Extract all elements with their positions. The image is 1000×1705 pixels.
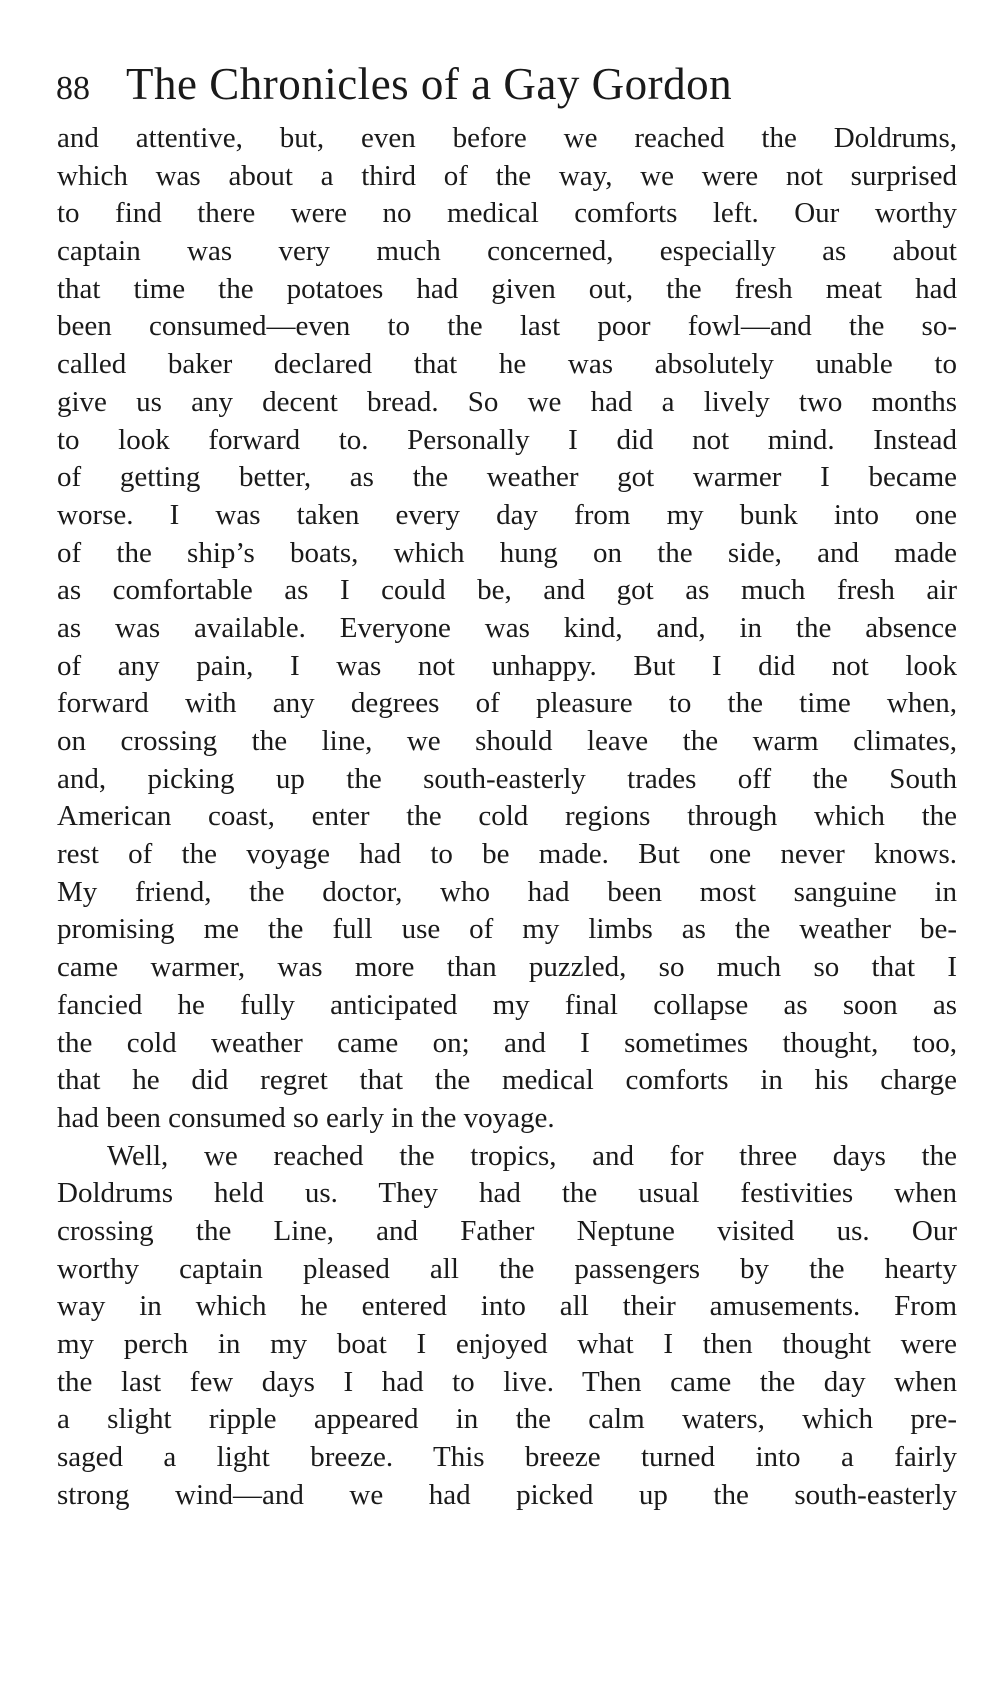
- text-line: captain was very much concerned, especially as about: [57, 235, 957, 268]
- text-line: the cold weather came on; and I sometimes thought, too,: [57, 1026, 957, 1059]
- text-line: Well, we reached the tropics, and for three days the: [107, 1139, 957, 1172]
- paragraph-2: [57, 1138, 957, 1515]
- page-number: 88: [56, 70, 90, 107]
- text-line: had been consumed so early in the voyage.: [57, 1101, 555, 1134]
- text-line: forward with any degrees of pleasure to the time when,: [57, 687, 957, 720]
- text-line: saged a light breeze. This breeze turned into a fairly: [57, 1441, 957, 1474]
- text-line: as comfortable as I could be, and got as much fresh air: [57, 574, 957, 607]
- text-line: been consumed—even to the last poor fowl—and the so-: [57, 310, 957, 343]
- text-line: the last few days I had to live. Then came the day when: [57, 1365, 957, 1398]
- text-line: of the ship’s boats, which hung on the side, and made: [57, 536, 957, 569]
- text-line: called baker declared that he was absolutely unable to: [57, 348, 957, 381]
- text-line: came warmer, was more than puzzled, so much so that I: [57, 951, 957, 984]
- text-line: that he did regret that the medical comforts in his charge: [57, 1064, 957, 1097]
- text-line: of getting better, as the weather got warmer I became: [57, 461, 957, 494]
- running-head: [56, 58, 936, 118]
- running-title: The Chronicles of a Gay Gordon: [126, 59, 733, 109]
- text-line: My friend, the doctor, who had been most sanguine in: [57, 875, 957, 908]
- text-line: as was available. Everyone was kind, and, in the absence: [57, 611, 957, 644]
- text-line: on crossing the line, we should leave the warm climates,: [57, 725, 957, 757]
- text-line: worse. I was taken every day from my bunk into one: [57, 498, 957, 531]
- text-line: my perch in my boat I enjoyed what I then thought were: [57, 1328, 957, 1360]
- text-line: Doldrums held us. They had the usual festivities when: [57, 1177, 957, 1210]
- text-line: which was about a third of the way, we were not surprised: [57, 159, 957, 192]
- text-line: American coast, enter the cold regions through which the: [57, 800, 957, 833]
- paragraph-1: [57, 120, 957, 1138]
- text-line: worthy captain pleased all the passengers by the hearty: [57, 1252, 957, 1285]
- text-line: to look forward to. Personally I did not mind. Instead: [57, 423, 957, 456]
- text-line: that time the potatoes had given out, the fresh meat had: [57, 272, 957, 305]
- text-line: of any pain, I was not unhappy. But I did not look: [57, 649, 957, 682]
- text-line: promising me the full use of my limbs as the weather be-: [57, 913, 957, 946]
- text-line: give us any decent bread. So we had a lively two months: [57, 385, 957, 418]
- text-line: rest of the voyage had to be made. But one never knows.: [57, 838, 957, 871]
- text-line: way in which he entered into all their amusements. From: [57, 1290, 957, 1323]
- text-line: to find there were no medical comforts left. Our worthy: [57, 197, 957, 230]
- text-line: and attentive, but, even before we reached the Doldrums,: [57, 122, 957, 154]
- text-line: strong wind—and we had picked up the south-easterly: [57, 1478, 957, 1511]
- text-line: and, picking up the south-easterly trades off the South: [57, 762, 957, 795]
- text-line: crossing the Line, and Father Neptune visited us. Our: [57, 1214, 957, 1247]
- body-text: [57, 120, 957, 1514]
- text-line: fancied he fully anticipated my final collapse as soon as: [57, 988, 957, 1021]
- text-line: a slight ripple appeared in the calm waters, which pre-: [57, 1403, 957, 1436]
